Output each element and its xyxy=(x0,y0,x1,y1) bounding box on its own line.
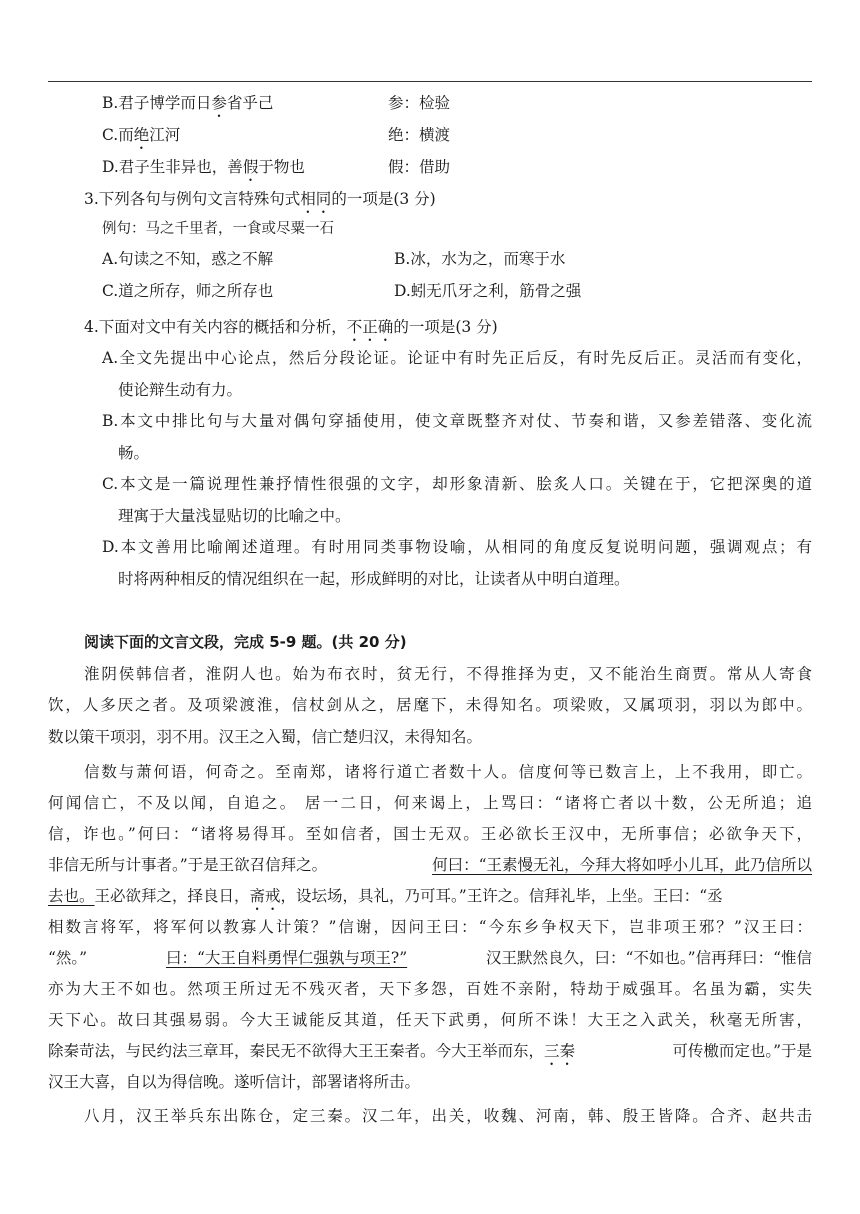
passage-p3-line1: 八月，汉王举兵东出陈仓，定三秦。汉二年，出关，收魏、河南，韩、殷王皆降。合齐、赵共击 xyxy=(84,1107,812,1125)
underlined-sentence-1: 何曰：“王素慢无礼，今拜大将如呼小儿耳，此乃信所以 xyxy=(432,856,812,874)
passage-p2-line9: 天下心。故曰其强易弱。今大王诚能反其道，任天下武勇，何所不诛！大王之入武关，秋毫无所害， xyxy=(48,1011,812,1029)
q4-option-d: D.本文善用比喻阐述道理。有时用同类事物设喻，从相同的角度反复说明问题，强调观点；有 xyxy=(102,538,812,556)
passage-p2-line3: 信，诈也。”何曰：“诸将易得耳。至如信者，国士无双。王必欲长王汉中，无所事信；必欲争天下， xyxy=(48,825,812,843)
q3-option-d: D.蚓无爪牙之利，筋骨之强 xyxy=(394,282,582,300)
section-heading: 阅读下面的文言文段，完成 5-9 题。(共 20 分) xyxy=(84,633,407,651)
passage-p2-line4: 非信无所与计事者。”于是王欲召信拜之。 何曰：“王素慢无礼，今拜大将如呼小儿耳，此乃信所以 xyxy=(48,856,812,874)
q4-option-c: C.本文是一篇说理性兼抒情性很强的文字，却形象清新、脍炙人口。关键在于，它把深奥的道 xyxy=(102,475,812,493)
passage-p1-line1: 淮阴侯韩信者，淮阴人也。始为布衣时，贫无行，不得推择为吏，又不能治生商贾。常从人寄食 xyxy=(84,665,812,683)
passage-p2-line2: 何闻信亡，不及以闻，自追之。 居一二日，何来谒上，上骂曰：“诸将亡者以十数，公无所追；追 xyxy=(48,794,812,812)
q4-option-a-cont: 使论辩生动有力。 xyxy=(118,381,243,399)
passage-p1-line3: 数以策干项羽，羽不用。汉王之入蜀，信亡楚归汉，未得知名。 xyxy=(48,728,483,746)
q2-option-b-gloss: 参：检验 xyxy=(388,94,451,112)
passage-p2-line6: 相数言将军，将军何以教寡人计策？”信谢，因问王曰：“今东乡争权天下，岂非项王邪？”汉王曰： xyxy=(48,918,812,936)
passage-p2-line8: 亦为大王不如也。然项王所过无不残灭者，天下多怨，百姓不亲附，特劫于威强耳。名虽为霸，实失 xyxy=(48,980,812,998)
q2-option-c-gloss: 绝：横渡 xyxy=(388,126,451,144)
q2-option-c: C.而绝江河 xyxy=(102,126,181,144)
q2-option-d-gloss: 假：借助 xyxy=(388,158,451,176)
q3-option-c: C.道之所存，师之所存也 xyxy=(102,282,274,300)
q3-example: 例句：马之千里者，一食或尽粟一石 xyxy=(102,221,334,237)
q4-option-a: A.全文先提出中心论点，然后分段论证。论证中有时先正后反，有时先反后正。灵活而有变化， xyxy=(102,349,812,367)
underlined-sentence-2: 曰：“大王自料勇悍仁强孰与项王?” xyxy=(165,949,408,967)
q3-stem: 3.下列各句与例句文言特殊句式相同的一项是(3 分) xyxy=(84,190,436,208)
q4-option-b: B.本文中排比句与大量对偶句穿插使用，使文章既整齐对仗、节奏和谐，又参差错落、变化流 xyxy=(102,412,812,430)
q2-option-d: D.君子生非异也，善假于物也 xyxy=(102,158,305,176)
q4-stem: 4.下面对文中有关内容的概括和分析，不正确的一项是(3 分) xyxy=(84,318,498,336)
passage-p2-line1: 信数与萧何语，何奇之。至南郑，诸将行道亡者数十人。信度何等已数言上，上不我用，即亡。 xyxy=(84,763,812,781)
q4-option-b-cont: 畅。 xyxy=(118,444,150,462)
passage-p2-line11: 汉王大喜，自以为得信晚。遂听信计，部署诸将所击。 xyxy=(48,1073,421,1091)
q2-option-b: B.君子博学而日参省乎己 xyxy=(102,94,274,112)
passage-p2-line10: 除秦苛法，与民约法三章耳，秦民无不欲得大王王秦者。今大王举而东， 三秦 可传檄而定也。”于是 xyxy=(48,1042,812,1060)
passage-p1-line2: 饮，人多厌之者。及项梁渡淮，信杖剑从之，居麾下，未得知名。项梁败，又属项羽，羽以为郎中。 xyxy=(48,696,812,714)
header-rule xyxy=(48,81,812,82)
passage-p2-line5: 去也。 王必欲拜之，择良日， 斋戒 ，设坛场，具礼，乃可耳。”王许之。信拜礼毕，上坐。王曰：“丞 xyxy=(48,887,723,905)
q4-option-c-cont: 理寓于大量浅显贴切的比喻之中。 xyxy=(118,507,351,525)
q3-option-b: B.冰，水为之，而寒于水 xyxy=(394,250,566,268)
q4-option-d-cont: 时将两种相反的情况组织在一起，形成鲜明的对比，让读者从中明白道理。 xyxy=(118,570,630,588)
q3-option-a: A.句读之不知，惑之不解 xyxy=(102,250,274,268)
passage-p2-line7: “然。” 曰：“大王自料勇悍仁强孰与项王?” 汉王默然良久，曰：“不如也。”信再拜曰：“惟信 xyxy=(48,949,812,967)
